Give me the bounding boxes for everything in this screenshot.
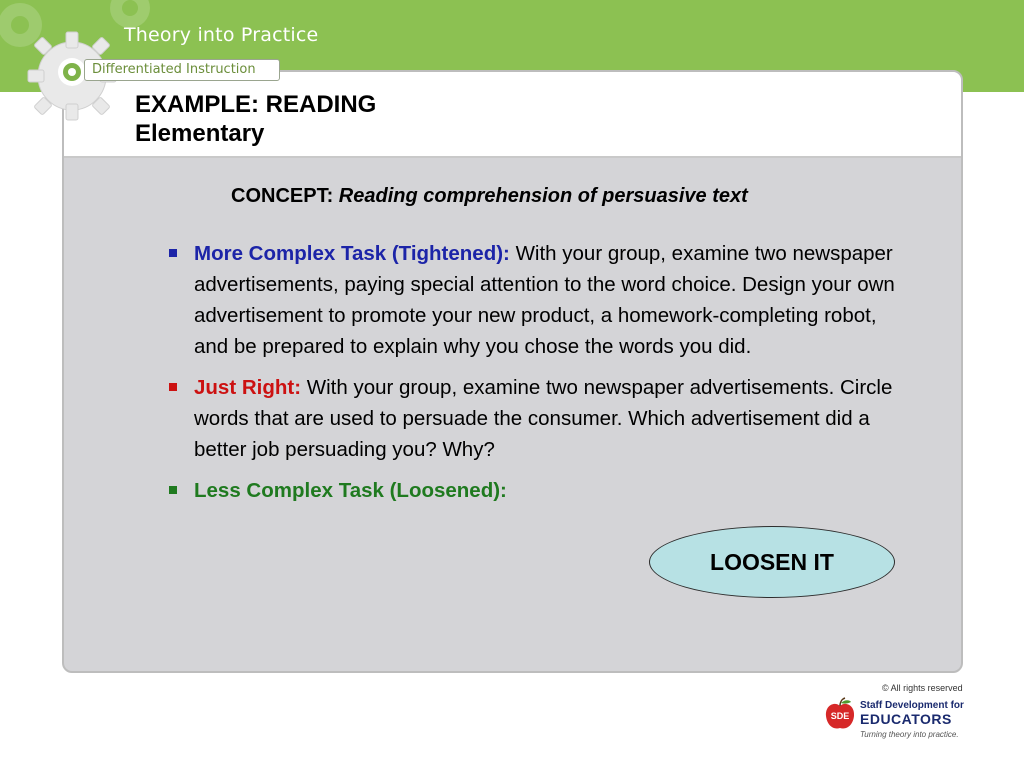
concept-label: CONCEPT: (231, 185, 334, 207)
heading-line-2: Elementary (135, 120, 265, 147)
concept-line (231, 185, 748, 208)
org-name-line-1: Staff Development for (860, 700, 964, 711)
task-list (166, 238, 906, 516)
sde-apple-logo-icon (823, 697, 857, 731)
task-item-more-complex (166, 238, 906, 362)
section-badge: Differentiated Instruction (84, 59, 280, 81)
copyright-text: © All rights reserved (882, 683, 963, 693)
task-item-less-complex (166, 475, 906, 506)
org-tagline: Turning theory into practice. (860, 730, 959, 739)
task-label-less-complex: Less Complex Task (Loosened): (194, 479, 507, 502)
bullet-square-icon (169, 486, 177, 494)
concept-value: Reading comprehension of persuasive text (338, 185, 748, 207)
task-item-just-right (166, 372, 906, 465)
task-label-more-complex: More Complex Task (Tightened): (194, 242, 510, 265)
heading-line-1: EXAMPLE: READING (135, 91, 377, 118)
task-text-more-complex: With your group, examine two newspaper advertisements, paying special attention to the word choice. Design your own advertisement to promote your new product, a homework-completing robot, and be prepared to explain why you chose the words you did. (194, 242, 895, 358)
slide-heading (135, 90, 376, 148)
sde-logo-text: SDE (830, 711, 850, 721)
card-header (64, 72, 961, 158)
task-label-just-right: Just Right: (194, 376, 302, 399)
bullet-square-icon (169, 383, 177, 391)
banner-title: Theory into Practice (124, 24, 319, 46)
bullet-square-icon (169, 249, 177, 257)
org-name-line-2: EDUCATORS (860, 711, 952, 727)
task-text-just-right: With your group, examine two newspaper advertisements. Circle words that are used to persuade the consumer. Which advertisement did a better job persuading you? Why? (194, 376, 893, 461)
loosen-it-callout: LOOSEN IT (649, 526, 895, 598)
